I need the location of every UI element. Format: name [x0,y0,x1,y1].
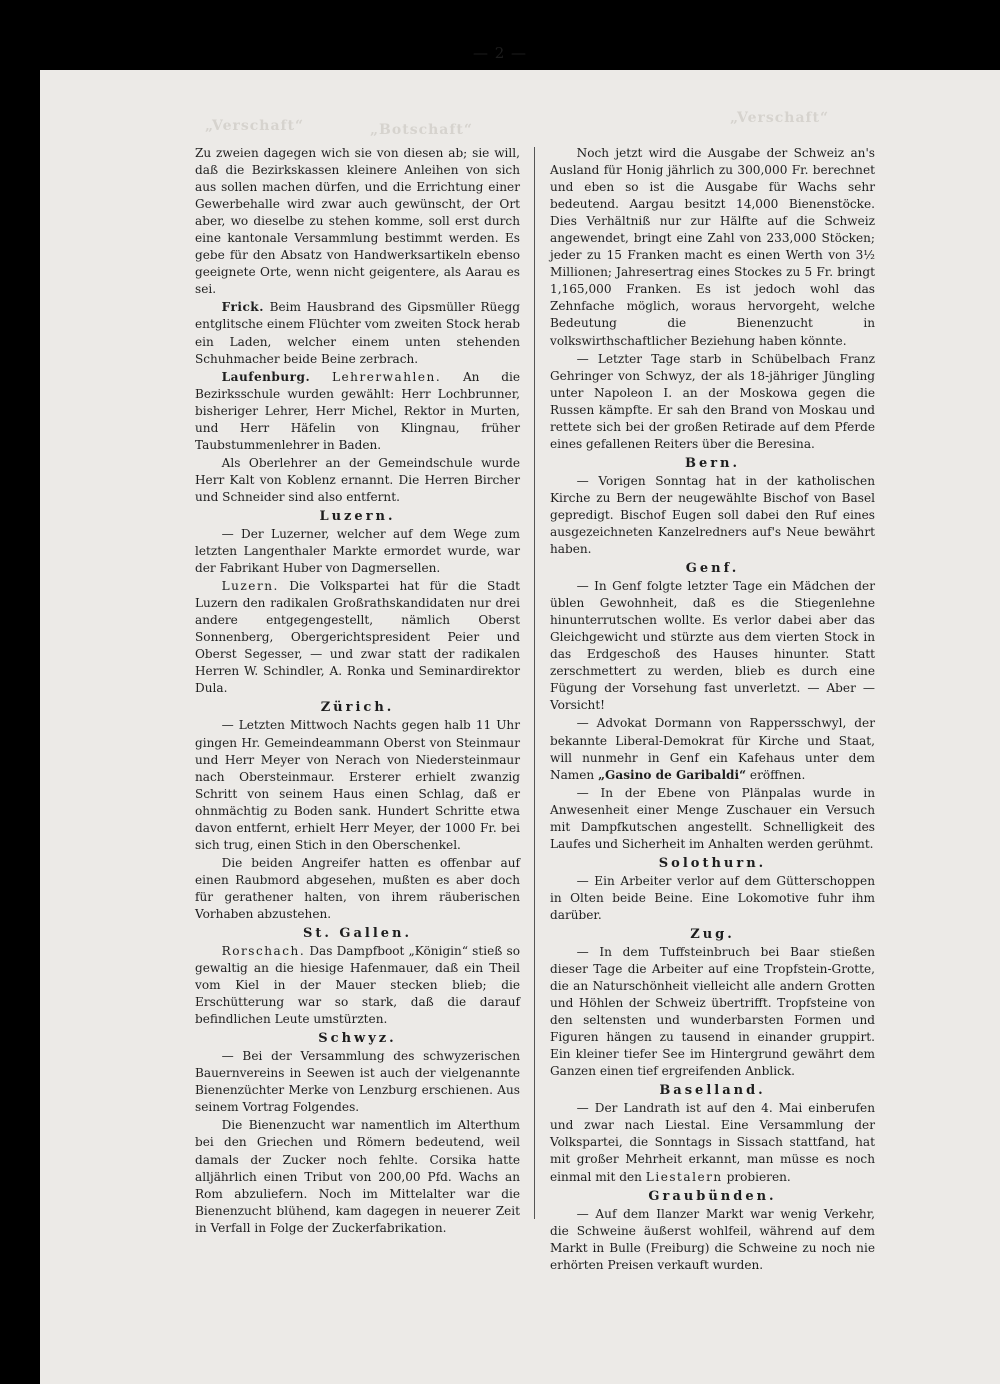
article-paragraph: — Auf dem Ilanzer Markt war wenig Verkehr, die Schweine äußerst wohlfeil, während auf dem Markt in Bulle (Freiburg) die Schweine zu noch nie erhörten Preisen verkauft wurden. [550,1206,875,1272]
article-paragraph: — Vorigen Sonntag hat in der katholischen Kirche zu Bern der neugewählte Bischof von Basel gepredigt. Bischof Eugen soll dabei den Ruf eines ausgezeichneten Kanzelredners auf's Neue bewährt haben. [550,473,875,557]
page-number: — 2 — [472,44,528,62]
article-paragraph: Die beiden Angreifer hatten es offenbar auf einen Raubmord abgesehen, mußten es aber doch für gerathener halten, von ihrem räuberischen Vorhaben abzustehen. [195,855,520,921]
article-text: Das Dampfboot „Königin“ stieß so gewaltig an die hiesige Hafenmauer, daß ein Theil vom Kiel in der Mauer stecken blieb; die Erschütterung war so stark, daß die darauf befindlichen Leute umstürzten. [195,944,520,1027]
emphasis-word: Liestalern [645,1169,723,1184]
section-heading: Baselland. [659,1083,766,1099]
section-heading: St. Gallen. [302,926,413,942]
article-paragraph: Die Bienenzucht war namentlich im Alterthum bei den Griechen und Römern bedeutend, weil damals der Zucker noch fehlte. Corsika hatte alljährlich einen Tribut von 200,00 Pfd. Wachs an Rom abzuliefern. Noch im Mittelalter war die Bienenzucht blühend, kam dagegen in neuerer Zeit in Verfall in Folge der Zuckerfabrikation. [195,1118,520,1235]
article-paragraph: Als Oberlehrer an der Gemeindschule wurde Herr Kalt von Koblenz ernannt. Die Herren Bircher und Schneider sind also entfernt. [195,455,520,504]
right-column [550,145,875,1275]
article-text: Die Volkspartei hat für die Stadt Luzern den radikalen Großrathskandidaten nur drei andere entgegengestellt, nämlich Oberst Sonnenberg, Obergerichtspresident Peier und Oberst Segesser, — und zwar statt der radikalen Herren W. Schindler, A. Ronka und Seminardirektor Dula. [195,579,520,696]
article-paragraph: — In der Ebene von Plänpalas wurde in Anwesenheit einer Menge Zuschauer ein Versuch mit Dampfkutschen angestellt. Schnelligkeit des Laufes und Sicherheit im Anhalten werden gerühmt. [550,785,875,851]
article-paragraph: Noch jetzt wird die Ausgabe der Schweiz an's Ausland für Honig jährlich zu 300,000 Fr. berechnet und eben so ist die Ausgabe für Wachs sehr bedeutend. Aargau besitzt 14,000 Bienenstöcke. Dies Verhältniß nur zur Hälfte auf die Schweiz angewendet, bringt eine Zahl von 233,000 Stöcken; jeder zu 15 Franken macht es einen Werth von 3½ Millionen; Jahresertrag eines Stockes zu 5 Fr. bringt 1,165,000 Franken. Es ist jedoch wohl das Zehnfache möglich, woraus hervorgeht, welche Bedeutung die Bienenzucht in volkswirthschaftlicher Beziehung haben könnte. [550,146,875,348]
article-paragraph: — Letzter Tage starb in Schübelbach Franz Gehringer von Schwyz, der als 18-jähriger Jüngling unter Napoleon I. an der Moskowa gegen die Russen kämpfte. Er sah den Brand von Moskau und rettete sich bei der großen Retirade auf dem Pferde eines gefallenen Reiters über die Beresina. [550,351,875,451]
column-divider [534,147,535,1219]
article-luzern-election [195,578,520,697]
dateline: Frick. [221,300,264,315]
article-frick [195,299,520,367]
bleed-through-header: „Botschaft“ [370,122,473,138]
article-laufenburg [195,369,520,454]
article-rorschach [195,943,520,1028]
article-paragraph: Zu zweien dagegen wich sie von diesen ab; sie will, daß die Bezirkskassen kleinere Anleihen von sich aus sollen machen dürfen, und die Errichtung einer Gewerbehalle wird zwar auch gewünscht, der Ort aber, wo dieselbe zu stehen komme, soll erst durch eine kantonale Versammlung bestimmt werden. Es gebe für den Absatz von Handwerksartikeln ebenso geeignete Orte, wenn nicht geigentere, als Aarau es sei. [195,146,520,297]
article-text: — Advokat Dormann von Rappersschwyl, der bekannte Liberal-Demokrat für Kirche und Staat, will nunmehr in Genf ein Kafehaus unter dem Namen [550,716,875,782]
article-paragraph: — In Genf folgte letzter Tage ein Mädchen der üblen Gewohnheit, daß es die Stiegenlehne hinunterrutschen wollte. Es verlor dabei aber das Gleichgewicht und stürzte aus dem vierten Stock in das Erdgeschoß des Hauses hinunter. Statt zerschmettert zu werden, blieb es durch eine Fügung der Vorsehung fast unverletzt. — Aber — Vorsicht! [550,579,875,713]
article-paragraph: — Der Luzerner, welcher auf dem Wege zum letzten Langenthaler Markte ermordet wurde, war der Fabrikant Huber von Dagmersellen. [195,526,520,576]
bleed-through-header: „Verschaft“ [730,110,830,126]
subheading: Lehrerwahlen. [331,369,442,384]
article-baselland [550,1100,875,1185]
section-heading: Graubünden. [648,1188,777,1204]
section-heading: Bern. [684,455,741,471]
section-heading: Zürich. [320,700,395,716]
article-paragraph: — Bei der Versammlung des schwyzerischen Bauernvereins in Seewen ist auch der vielgenannte Bienenzüchter Merke von Lenzburg erschienen. Aus seinem Vortrag Folgendes. [195,1049,520,1115]
article-text: eröffnen. [749,767,806,782]
left-column [195,145,520,1238]
article-paragraph: — In dem Tuffsteinbruch bei Baar stießen dieser Tage die Arbeiter auf eine Tropfstein-Grotte, die an Naturschönheit vielleicht alle andern Grotten und Höhlen der Schweiz übertrifft. Tropfsteine von den seltensten und wunderbarsten Formen und Figuren hängen zu tausend in einander gruppirt. Ein kleiner tiefer See im Hintergrund gewährt dem Ganzen einen tief ergreifenden Anblick. [550,944,875,1079]
dateline: Luzern. [221,579,279,594]
cafe-name: „Gasino de Garibaldi“ [598,767,747,782]
article-paragraph: — Letzten Mittwoch Nachts gegen halb 11 Uhr gingen Hr. Gemeindeammann Oberst von Steinmaur und Herr Meyer von Nerach von Niedersteinmaur nach Obersteinmaur. Ersterer erhielt zwanzig Schritt von seinem Haus einen Schlag, daß er ohnmächtig zu Boden sank. Hundert Schritte etwa davon entfernt, erhielt Herr Meyer, der 1000 Fr. bei sich trug, einen Stich in den Oberschenkel. [195,718,520,852]
dateline: Rorschach. [221,944,306,959]
article-text: probieren. [726,1169,791,1184]
dateline: Laufenburg. [221,369,311,384]
section-heading: Genf. [685,561,740,577]
bleed-through-header: „Verschaft“ [205,118,305,134]
article-paragraph: — Ein Arbeiter verlor auf dem Gütterschoppen in Olten beide Beine. Eine Lokomotive fuhr ihm darüber. [550,873,875,922]
article-genf-cafe [550,715,875,783]
section-heading: Schwyz. [318,1031,397,1047]
article-text: Beim Hausbrand des Gipsmüller Rüegg entglitsche einem Flüchter vom zweiten Stock herab ein Laden, welcher einem unten stehenden Schuhmacher beide Beine zerbrach. [195,300,520,366]
article-text: — Der Landrath ist auf den 4. Mai einberufen und zwar nach Liestal. Eine Versammlung der Volkspartei, die Sonntags in Sissach stattfand, hat mit großer Mehrheit erkannt, man müsse es noch einmal mit den [550,1101,875,1184]
section-heading: Solothurn. [658,855,767,871]
article-text: An die Bezirksschule wurden gewählt: Herr Lochbrunner, bisheriger Lehrer, Herr Michel, Rektor in Murten, und Herr Häfelin von Klingnau, früher Taubstummenlehrer in Baden. [195,369,520,452]
section-heading: Zug. [690,926,735,942]
section-heading: Luzern. [319,508,396,524]
